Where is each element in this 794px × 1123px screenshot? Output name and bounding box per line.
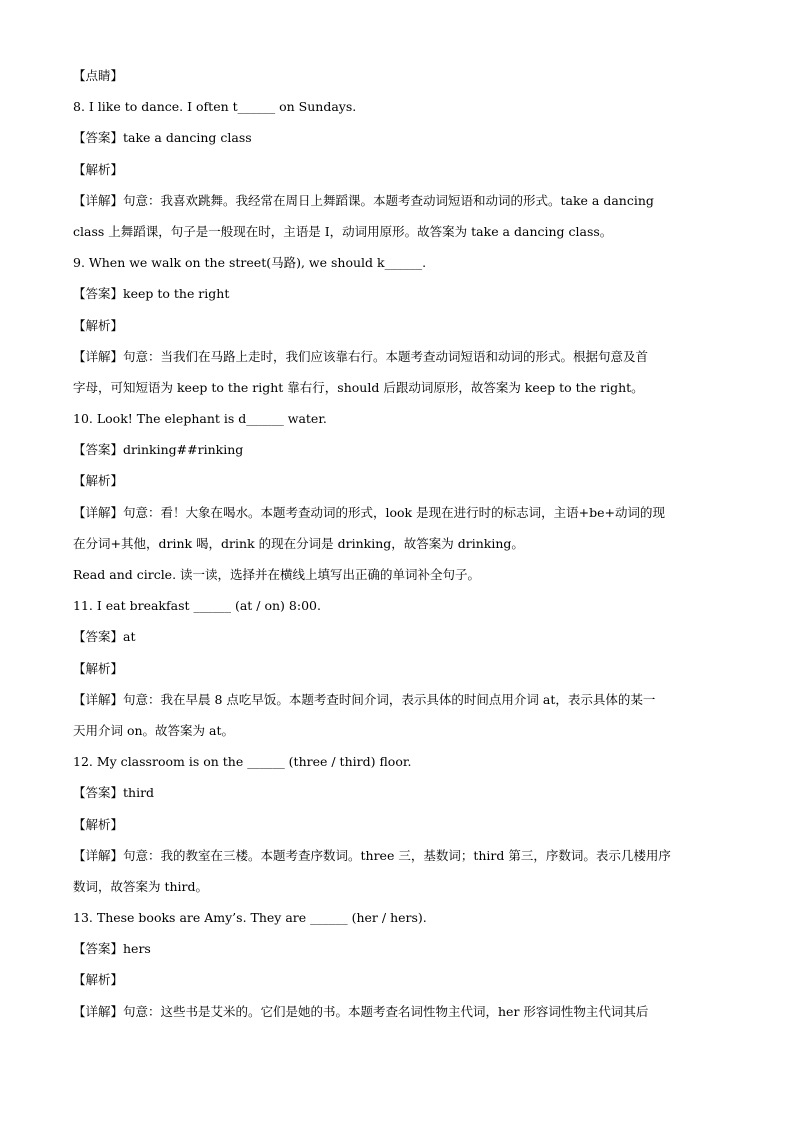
explanation-9-line-2: 字母，可知短语为 keep to the right 靠右行，should 后跟动词原形，故答案为 keep to the right。 <box>73 379 644 395</box>
question-10: 10. Look! The elephant is d______ water. <box>73 411 327 427</box>
analysis-heading-10: 【解析】 <box>73 473 124 489</box>
explanation-13-line-1: 【详解】句意：这些书是艾米的。它们是她的书。本题考查名词性物主代词，her 形容词性物主代词其后 <box>73 1003 649 1019</box>
explanation-12-line-1: 【详解】句意：我的教室在三楼。本题考查序数词。three 三，基数词；third 第三，序数词。表示几楼用序 <box>73 847 671 863</box>
document-page <box>73 60 723 1027</box>
answer-8: 【答案】take a dancing class <box>73 130 252 146</box>
explanation-10-line-1: 【详解】句意：看！大象在喝水。本题考查动词的形式，look 是现在进行时的标志词，主语+be+动词的现 <box>73 504 665 520</box>
answer-13: 【答案】hers <box>73 941 151 957</box>
answer-12: 【答案】third <box>73 785 155 801</box>
analysis-heading-13: 【解析】 <box>73 972 124 988</box>
analysis-heading-9: 【解析】 <box>73 317 124 333</box>
question-8: 8. I like to dance. I often t______ on Sundays. <box>73 99 357 115</box>
question-13: 13. These books are Amy’s. They are ______ (her / hers). <box>73 910 427 926</box>
analysis-heading-8: 【解析】 <box>73 161 124 177</box>
explanation-12-line-2: 数词，故答案为 third。 <box>73 878 209 894</box>
section-instruction: Read and circle. 读一读，选择并在横线上填写出正确的单词补全句子。 <box>73 567 481 582</box>
explanation-8-line-2: class 上舞蹈课，句子是一般现在时，主语是 I，动词用原形。故答案为 take a dancing class。 <box>73 223 613 239</box>
question-12: 12. My classroom is on the ______ (three / third) floor. <box>73 754 412 770</box>
explanation-8-line-1: 【详解】句意：我喜欢跳舞。我经常在周日上舞蹈课。本题考查动词短语和动词的形式。take a dancing <box>73 192 654 208</box>
question-11: 11. I eat breakfast ______ (at / on) 8:00. <box>73 598 321 614</box>
answer-10: 【答案】drinking##rinking <box>73 442 244 458</box>
answer-9: 【答案】keep to the right <box>73 286 230 302</box>
analysis-heading-11: 【解析】 <box>73 660 124 676</box>
dianjing-heading: 【点睛】 <box>73 68 124 83</box>
explanation-9-line-1: 【详解】句意：当我们在马路上走时，我们应该靠右行。本题考查动词短语和动词的形式。根据句意及首 <box>73 348 649 364</box>
explanation-11-line-2: 天用介词 on。故答案为 at。 <box>73 722 234 738</box>
explanation-11-line-1: 【详解】句意：我在早晨 8 点吃早饭。本题考查时间介词，表示具体的时间点用介词 at，表示具体的某一 <box>73 691 656 707</box>
analysis-heading-12: 【解析】 <box>73 816 124 832</box>
explanation-10-line-2: 在分词+其他，drink 喝，drink 的现在分词是 drinking，故答案为 drinking。 <box>73 535 524 551</box>
question-9: 9. When we walk on the street(马路), we should k______. <box>73 255 427 271</box>
answer-11: 【答案】at <box>73 629 136 645</box>
